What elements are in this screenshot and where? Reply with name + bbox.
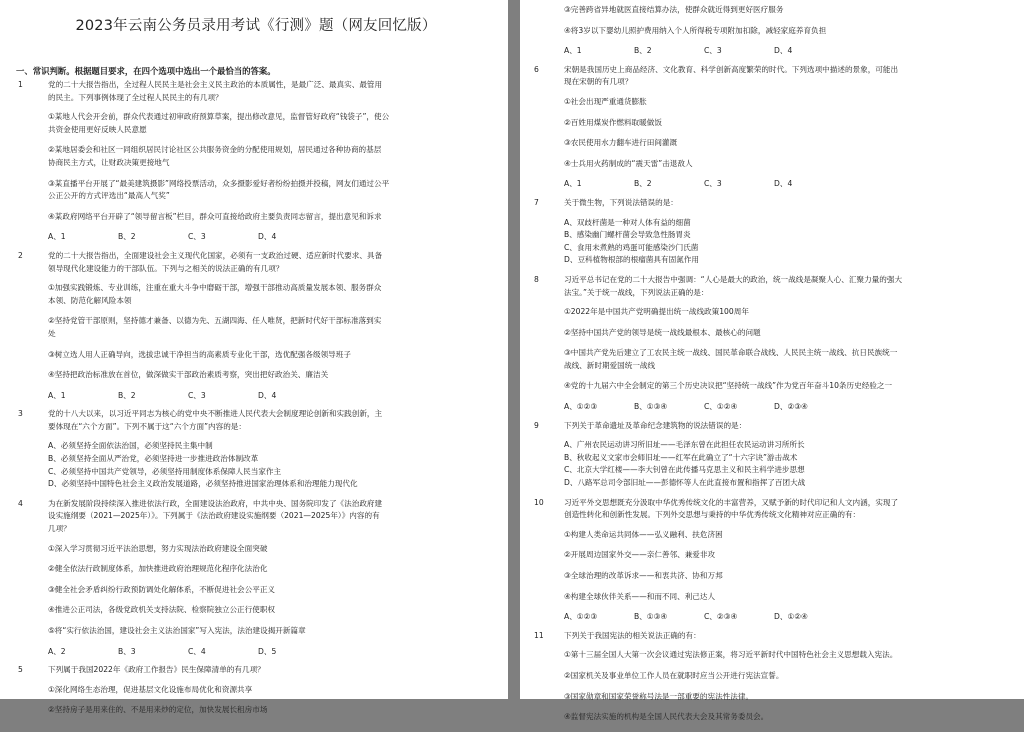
answer-option: C、3 [188,390,206,400]
choice-list [564,439,1012,489]
statement-line: ④坚持把政治标准放在首位，做深做实干部政治素质考察，突出把好政治关、廉洁关 [48,370,329,380]
question-number: 3 [18,409,23,419]
question-stem [48,79,496,104]
statement-item [48,111,496,136]
question-number: 5 [18,665,23,675]
statement-line: ③树立选人用人正确导向，选拔忠诚干净担当的高素质专业化干部，选优配强各级领导班子 [48,349,351,359]
statement-item [564,4,1012,17]
statement-line: ③某直播平台开展了“最美建筑摄影”网络投票活动，众多摄影爱好者纷纷拍摄并投稿，网友们通过公平 [48,178,390,188]
statement-line: ②某地居委会和社区一同组织居民讨论社区公共服务资金的分配使用规划，居民通过各种协商的基层 [48,145,382,155]
statement-item [48,144,496,169]
statement-item [48,584,496,597]
question-stem-line: 下列关于我国宪法的相关说法正确的有： [564,630,701,640]
document-page-left [0,0,508,715]
choice-option: C、北京大学红楼——李大钊曾在此传播马克思主义和民主科学进步思想 [564,465,805,475]
answer-option: C、3 [704,179,722,189]
question-number: 10 [534,497,544,507]
statement-line: ①2022年是中国共产党明确提出统一战线政策100周年 [564,307,749,317]
statement-line: ②国家机关及事业单位工作人员在就职时应当公开进行宪法宣誓。 [564,670,784,680]
answer-option: B、3 [118,646,136,656]
statement-line: ③中国共产党先后建立了工农民主统一战线、国民革命联合战线、人民民主统一战线、抗日民族统一 [564,348,898,358]
answer-options [564,45,1012,58]
statement-item [48,211,496,224]
question-stem-line: 几项？ [48,524,71,534]
question-number: 4 [18,498,23,508]
question-stem [48,498,496,536]
answer-options [564,178,1012,191]
answer-option: C、3 [704,46,722,56]
choice-option: A、必须坚持全面依法治国，必须坚持民主集中制 [48,441,213,451]
question-stem [48,250,496,275]
answer-options [48,390,496,403]
statement-line: ②开展周边国家外交——亲仁善邻、兼爱非攻 [564,550,716,560]
answer-options [48,231,496,244]
statement-item [48,315,496,340]
statement-line: 协商民主方式，让财政决策更接地气 [48,157,170,167]
question-number: 8 [534,274,539,284]
statement-item [564,137,1012,150]
question-block [532,420,1012,497]
question-stem [564,197,1012,210]
statement-line: ④监督宪法实施的机构是全国人民代表大会及其常务委员会。 [564,712,769,722]
question-body [564,4,1012,64]
answer-option: A、1 [48,390,66,400]
choice-option: B、秋收起义文家市会师旧址——红军在此确立了“十六字诀”游击战术 [564,452,798,462]
question-number: 11 [534,630,544,640]
statement-line: ①社会出现严重通货膨胀 [564,96,647,106]
question-stem-line: 设实施纲要（2021—2025年）》。下列属于《法治政府建设实施纲要（2021—2025年）》内容的有 [48,511,380,521]
question-number: 9 [534,420,539,430]
choice-option: D、豆科植物根部的根瘤菌具有固氮作用 [564,255,699,265]
answer-option: D、5 [258,646,277,656]
statement-line: ②百姓用煤炭作燃料取暖做饭 [564,117,662,127]
statement-line: ④将3岁以下婴幼儿照护费用纳入个人所得税专项附加扣除，减轻家庭养育负担 [564,25,827,35]
question-stem-line: 领导现代化建设能力的干部队伍。下列与之相关的说法正确的有几项？ [48,263,284,273]
choice-option: D、必须坚持中国特色社会主义政治发展道路，必须坚持推进国家治理体系和治理能力现代化 [48,479,358,489]
question-block [532,4,1012,64]
question-block [16,250,496,408]
answer-option: D、①②④ [774,612,808,622]
question-block [532,64,1012,197]
question-stem-line: 党的二十大报告指出，全过程人民民主是社会主义民主政治的本质属性，是最广泛、最真实、最管用 [48,80,383,89]
answer-option: C、②③④ [704,612,738,622]
section-heading: 一、常识判断。根据题目要求，在四个选项中选出一个最恰当的答案。 [16,66,276,76]
question-stem-line: 下列关于革命遗址及革命纪念建筑物的说法错误的是： [564,420,747,430]
statement-line: ①构建人类命运共同体——弘义融利、扶危济困 [564,529,723,539]
statement-line: ②坚持房子是用来住的、不是用来炒的定位，加快发展长租房市场 [48,705,268,715]
statement-item [48,625,496,638]
answer-option: D、4 [774,46,793,56]
question-body [564,64,1012,197]
question-stem [564,274,1012,299]
statement-line: 共资金使用更好反映人民意愿 [48,124,147,134]
question-stem-line: 创造性转化和创新性发展。下列外交思想与秉持的中华优秀传统文化精神对应正确的有： [564,510,861,520]
question-body [564,197,1012,274]
answer-option: A、1 [564,179,582,189]
statement-item [564,117,1012,130]
question-stem-line: 习近平外交思想既充分汲取中华优秀传统文化的丰富营养，又赋予新的时代印记和人文内涵，实现了 [564,497,899,507]
question-number: 6 [534,64,539,74]
statement-line: 本领、防范化解风险本领 [48,295,132,305]
question-stem-line: 要体现在“六个方面”。下列不属于这“六个方面”内容的是： [48,421,246,431]
statement-line: 战线、新时期爱国统一战线 [564,360,656,370]
question-stem [564,420,1012,433]
question-body [48,408,496,498]
statement-line: ③全球治理的改革诉求——和衷共济、协和万邦 [564,571,723,580]
question-body [48,664,496,725]
answer-option: B、①③④ [634,402,668,412]
question-stem-line: 的民主。下列事例体现了全过程人民民主的有几项？ [48,92,223,102]
statement-line: ③农民使用水力翻车进行田间灌溉 [564,138,678,148]
choice-list [48,440,496,490]
answer-option: D、②③④ [774,402,808,412]
answer-option: A、1 [564,46,582,56]
statement-line: 处 [48,328,56,338]
statement-line: ④推进公正司法，各级党政机关支持法院、检察院独立公正行使职权 [48,605,276,615]
statement-item [48,563,496,576]
question-body [564,274,1012,420]
statement-line: ③完善跨省异地就医直接结算办法，使群众就近得到更好医疗服务 [564,5,784,14]
document-title: 2023年云南公务员录用考试《行测》题（网友回忆版） [75,18,437,34]
question-body [564,420,1012,497]
question-list-left [16,79,496,725]
answer-option: D、4 [258,390,277,400]
statement-item [48,604,496,617]
statement-line: ①加强实践锻炼、专业训练，注重在重大斗争中磨砺干部，增强干部推动高质量发展本领、服务群众 [48,283,382,293]
answer-option: C、3 [188,232,206,242]
answer-option: B、2 [118,232,136,242]
statement-item [564,591,1012,604]
answer-options [48,646,496,659]
question-number: 7 [534,197,539,207]
statement-item [564,158,1012,171]
question-block [16,408,496,498]
answer-option: C、4 [188,646,206,656]
statement-line: ④党的十九届六中全会制定的第三个历史决议把“坚持统一战线”作为党百年奋斗10条历史经验之一 [564,381,893,391]
question-block [532,497,1012,630]
statement-line: ④构建全球伙伴关系——和而不同、利己达人 [564,591,716,601]
statement-item [564,649,1012,662]
question-stem-line: 为在新发展阶段持续深入推进依法行政，全面建设法治政府，中共中央、国务院印发了《法治政府建 [48,498,383,508]
question-stem-line: 党的二十大报告指出，全面建设社会主义现代化国家，必须有一支政治过硬、适应新时代要求、具备 [48,250,383,260]
statement-item [48,349,496,362]
answer-option: A、①②③ [564,612,598,622]
statement-item [564,529,1012,542]
statement-item [564,691,1012,704]
statement-line: ①深入学习贯彻习近平法治思想，努力实现法治政府建设全面突破 [48,543,268,553]
statement-item [48,704,496,717]
statement-item [48,543,496,556]
choice-option: A、广州农民运动讲习所旧址——毛泽东曾在此担任农民运动讲习所所长 [564,440,805,450]
answer-option: A、2 [48,646,66,656]
statement-item [48,369,496,382]
answer-option: B、2 [634,179,652,189]
answer-options [564,401,1012,414]
choice-option: D、八路军总司令部旧址——彭德怀等人在此直接布置和指挥了百团大战 [564,478,806,488]
answer-option: A、①②③ [564,402,598,412]
statement-item [564,711,1012,724]
question-stem-line: 下列属于我国2022年《政府工作报告》民生保障清单的有几项？ [48,665,265,675]
question-block [532,274,1012,420]
question-number: 2 [18,250,23,260]
question-list-right [532,4,1012,732]
statement-item [564,380,1012,393]
statement-line: 公正公开的方式评选出“最高人气奖” [48,191,170,201]
answer-option: D、4 [258,232,277,242]
statement-item [48,282,496,307]
answer-option: D、4 [774,179,793,189]
question-block [532,630,1012,732]
question-number: 1 [18,80,23,89]
statement-item [564,670,1012,683]
question-stem-line: 宋朝是我国历史上商品经济、文化教育、科学创新高度繁荣的时代。下列选项中描述的景象，可能出 [564,64,899,74]
question-stem [564,630,1012,643]
statement-item [564,549,1012,562]
choice-list [564,217,1012,267]
statement-line: ①深化网络生态治理，促进基层文化设施布局优化和资源共享 [48,684,253,694]
question-body [48,79,496,250]
choice-option: B、感染幽门螺杆菌会导致急性肠胃炎 [564,230,691,240]
question-body [48,250,496,408]
question-block [532,197,1012,274]
question-block [16,498,496,664]
answer-option: C、①②④ [704,402,738,412]
statement-line: ③国家勋章和国家荣誉称号法是一部重要的宪法性法律。 [564,691,754,701]
statement-line: ①某地人代会开会前，群众代表通过初审政府预算草案，提出修改意见，监督管好政府“钱袋子”，使公 [48,112,390,122]
question-stem [564,497,1012,522]
choice-option: A、双歧杆菌是一种对人体有益的细菌 [564,217,691,227]
question-block [16,664,496,725]
statement-line: ④某政府网络平台开辟了“领导留言板”栏目，群众可直接给政府主要负责同志留言，提出意见和诉求 [48,211,382,221]
statement-line: ②健全依法行政制度体系，加快推进政府治理规范化程序化法治化 [48,564,268,574]
question-body [564,630,1012,732]
statement-item [564,327,1012,340]
statement-line: ①第十三届全国人大第一次会议通过宪法修正案，将习近平新时代中国特色社会主义思想载入宪法。 [564,650,898,660]
statement-item [564,570,1012,583]
statement-item [48,684,496,697]
question-block [16,79,496,250]
question-stem-line: 关于微生物，下列说法错误的是： [564,197,678,207]
statement-item [48,178,496,203]
question-stem [48,408,496,433]
question-stem-line: 现在宋朝的有几项？ [564,77,633,87]
answer-options [564,611,1012,624]
answer-option: B、2 [634,46,652,56]
statement-item [564,306,1012,319]
question-stem-line: 习近平总书记在党的二十大报告中强调：“人心是最大的政治，统一战线是凝聚人心、汇聚力量的强大 [564,274,903,284]
statement-item [564,25,1012,38]
document-page-right [520,0,1024,722]
statement-line: ②坚持中国共产党的领导是统一战线最根本、最核心的问题 [564,327,761,337]
statement-item [564,96,1012,109]
question-stem [48,664,496,677]
choice-option: C、食用未煮熟的鸡蛋可能感染沙门氏菌 [564,242,699,252]
statement-line: ③健全社会矛盾纠纷行政预防调处化解体系，不断促进社会公平正义 [48,584,276,594]
choice-option: C、必须坚持中国共产党领导，必须坚持用制度体系保障人民当家作主 [48,466,282,476]
question-stem-line: 党的十八大以来，以习近平同志为核心的党中央不断推进人民代表大会制度理论创新和实践创新，主 [48,409,383,419]
choice-option: B、必须坚持全面从严治党，必须坚持进一步推进政治体制改革 [48,454,259,464]
question-body [48,498,496,664]
question-stem [564,64,1012,89]
question-body [564,497,1012,630]
statement-line: ②坚持党管干部原则，坚持德才兼备、以德为先、五湖四海、任人唯贤，把新时代好干部标准落到实 [48,316,382,326]
statement-line: ④士兵用火药制成的“震天雷”击退敌人 [564,158,693,168]
answer-option: B、①③④ [634,612,668,622]
answer-option: B、2 [118,390,136,400]
answer-option: A、1 [48,232,66,242]
question-stem-line: 法宝。”关于统一战线，下列说法正确的是： [564,287,709,297]
statement-item [564,347,1012,372]
statement-line: ⑤将“实行依法治国，建设社会主义法治国家”写入宪法，法治建设揭开新篇章 [48,626,306,635]
